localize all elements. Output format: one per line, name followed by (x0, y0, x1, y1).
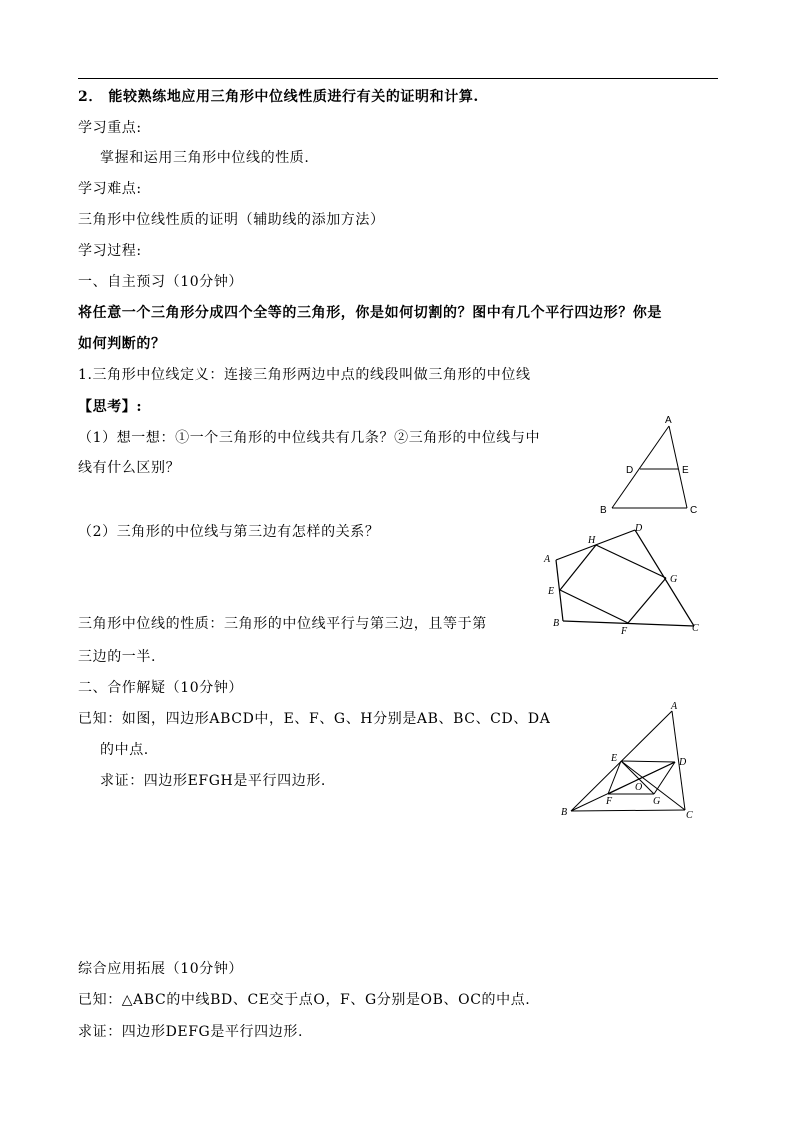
section3-title: 综合应用拓展（10分钟） (78, 961, 244, 977)
label-h: H (588, 535, 596, 546)
question-cut-line2: 如何判断的？ (78, 336, 166, 352)
figure-medians-parallelogram (558, 698, 708, 823)
difficulty-title: 学习难点: (78, 181, 142, 197)
segment-fg (628, 578, 666, 623)
label-a: A (671, 701, 678, 712)
label-o: O (635, 782, 643, 793)
segment-ef (560, 590, 628, 623)
label-f: F (621, 626, 628, 637)
think2: （2）三角形的中位线与第三边有怎样的关系？ (78, 524, 380, 540)
label-d: D (635, 523, 643, 534)
label-d: D (626, 465, 634, 476)
label-c: C (692, 623, 699, 634)
think1-line2: 线有什么区别？ (78, 460, 181, 476)
label-f: F (606, 796, 613, 807)
prove1: 求证：四边形EFGH是平行四边形. (100, 773, 326, 789)
label-b: B (600, 505, 607, 516)
figure-triangle-midline (590, 408, 710, 520)
label-a: A (665, 415, 672, 426)
label-g: G (653, 796, 661, 807)
label-e: E (611, 753, 618, 764)
section1-title: 一、自主预习（10分钟） (78, 274, 244, 290)
label-e: E (548, 586, 555, 597)
header-rule (78, 78, 718, 79)
section2-title: 二、合作解疑（10分钟） (78, 680, 244, 696)
segment-bc (571, 810, 685, 811)
midline-definition: 1.三角形中位线定义：连接三角形两边中点的线段叫做三角形的中位线 (78, 367, 531, 383)
property-line2: 三边的一半. (78, 649, 157, 665)
focus-text: 掌握和运用三角形中位线的性质. (100, 150, 310, 166)
focus-title: 学习重点: (78, 120, 142, 136)
segment-gh (596, 545, 666, 578)
label-b: B (561, 807, 568, 818)
given2: 已知：△ABC的中线BD、CE交于点O，F、G分别是OB、OC的中点. (78, 992, 531, 1008)
given1-line2: 的中点. (100, 742, 149, 758)
figure-quadrilateral-midpoints (538, 518, 708, 636)
segment-ab (612, 426, 669, 508)
process-title: 学习过程: (78, 243, 142, 259)
question-cut-line1: 将任意一个三角形分成四个全等的三角形，你是如何切割的？图中有几个平行四边形？你是 (78, 305, 662, 321)
difficulty-text: 三角形中位线性质的证明（辅助线的添加方法） (78, 212, 385, 228)
label-d: D (679, 757, 687, 768)
think-title: 【思考】: (78, 399, 143, 415)
label-b: B (553, 618, 560, 629)
label-c: C (690, 505, 698, 516)
segment-cd (635, 530, 694, 626)
label-g: G (670, 574, 678, 585)
property-line1: 三角形中位线的性质：三角形的中位线平行与第三边，且等于第 (78, 616, 487, 632)
objective-2: 2． 能较熟练地应用三角形中位线性质进行有关的证明和计算. (78, 89, 479, 105)
label-a: A (544, 554, 551, 565)
label-e: E (682, 465, 689, 476)
prove2: 求证：四边形DEFG是平行四边形. (78, 1024, 303, 1040)
given1-line1: 已知：如图，四边形ABCD中，E、F、G、H分别是AB、BC、CD、DA (78, 711, 551, 727)
label-c: C (686, 810, 693, 821)
segment-ed (621, 761, 675, 762)
think1-line1: （1）想一想：①一个三角形的中位线共有几条？②三角形的中位线与中 (78, 430, 541, 446)
